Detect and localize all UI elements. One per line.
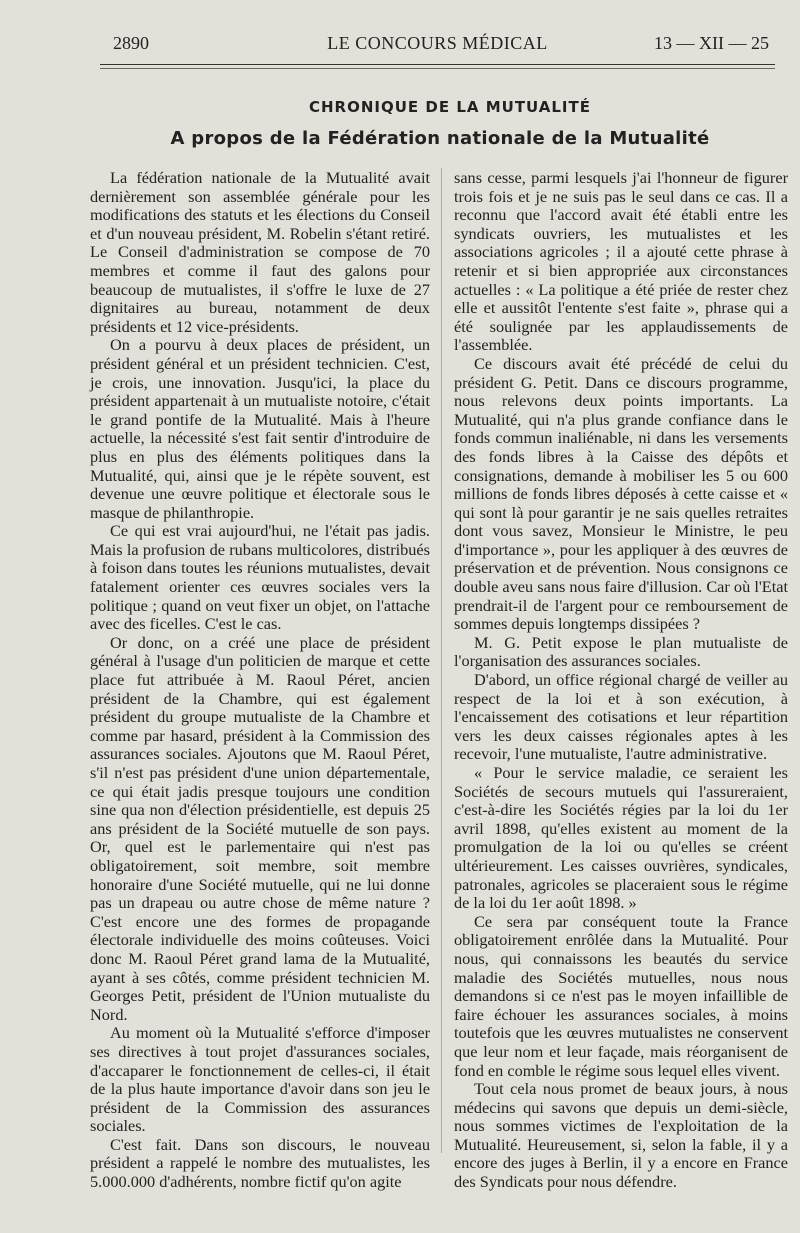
paragraph: La fédération nationale de la Mutualité avait dernièrement son assemblée générale pour les modifications des statuts et les élections du Conseil et d'un nouveau président, M. Robelin s'étant retiré. Le Conseil d'administration se compose de 70 membres et comme il faut des galons pour beaucoup de mutualistes, il s'offre le luxe de 27 dignitaires au bureau, notamment de deux présidents et 12 vice-présidents. [90, 168, 430, 336]
header-rule-thin [100, 68, 775, 69]
paragraph: On a pourvu à deux places de président, un président général et un président technicien. C'est, je crois, une innovation. Jusqu'ici, la place du président appartenait à un mutualiste notoire, c'était le grand pontife de la Mutualité. Mais à l'heure actuelle, la nécessité s'est fait sentir d'introduire de plus en plus des éléments politiques dans la Mutualité, qui, ainsi que je le répète souvent, est devenue une œuvre politique et électorale sous le masque de philanthropie. [90, 335, 430, 522]
page-number: 2890 [113, 33, 149, 53]
paragraph: Ce sera par conséquent toute la France obligatoirement enrôlée dans la Mutualité. Pour nous, qui connaissons les beautés du service maladie des Sociétés mutuelles, nous nous demandons si ce n'est pas le moyen infaillible de faire échouer les assurances sociales, à moins toutefois que les œuvres mutualistes ne conservent que leur nom et leur façade, mais réorganisent de fond en comble le régime sous lequel elles vivent. [454, 911, 788, 1080]
paragraph: M. G. Petit expose le plan mutualiste de l'organisation des assurances sociales. [454, 632, 788, 671]
section-rubric: CHRONIQUE DE LA MUTUALITÉ [309, 98, 591, 116]
paragraph: D'abord, un office régional chargé de veiller au respect de la loi et à son exécution, à l'encaissement des cotisations et leur répartition vers les deux caisses régionales aptes à les recevoir, l'une mutualiste, l'autre administrative. [454, 670, 788, 764]
paragraph: « Pour le service maladie, ce seraient les Sociétés de secours mutuels qui l'assureraient, c'est-à-dire les Sociétés régies par la loi du 1er avril 1898, qu'elles existent au moment de la promulgation de la loi ou qu'elles se créent ultérieurement. Les caisses ouvrières, syndicales, patronales, agricoles se placeraient sous le régime de la loi du 1er août 1898. » [454, 763, 788, 913]
paragraph: Ce qui est vrai aujourd'hui, ne l'était pas jadis. Mais la profusion de rubans multicolores, distribués à foison dans toutes les réunions mutualistes, devait fatalement orienter ces œuvres sociales vers la politique ; quand on veut fixer un objet, on l'attache avec des ficelles. C'est le cas. [90, 521, 430, 634]
paragraph: Or donc, on a créé une place de président général à l'usage d'un politicien de marque et cette place fut attribuée à M. Raoul Péret, ancien président de la Chambre, qui est également président du groupe mutualiste de la Chambre et comme par hasard, président à la Commission des assurances sociales. Ajoutons que M. Raoul Péret, s'il n'est pas président d'une union départementale, ce qui était jadis presque toujours une condition sine qua non d'élection présidentielle, est depuis 25 ans président de la Société mutuelle de son pays. Or, quel est le parlementaire qui n'est pas obligatoirement, soit membre, soit membre honoraire d'une Société mutuelle, qui ne lui donne pas un drapeau ou autre chose de même nature ? C'est encore une des formes de propagande électorale individuelle des moins coûteuses. Voici donc M. Raoul Péret grand lama de la Mutualité, ayant à ses côtés, comme président technicien M. Georges Petit, président de l'Union mutualiste du Nord. [90, 632, 430, 1024]
paragraph: sans cesse, parmi lesquels j'ai l'honneur de figurer trois fois et je ne suis pas le seul dans ce cas. Il a reconnu que l'accord avait été établi entre les syndicats ouvriers, les mutualistes et les associations agricoles ; il a ajouté cette phrase à retenir et si bien appropriée aux circonstances actuelles : « La politique a été priée de rester chez elle et aussitôt l'entente s'est faite », phrase qui a été soulignée par les applaudissements de l'assemblée. [454, 168, 788, 355]
header-rule [100, 64, 775, 65]
paragraph: Au moment où la Mutualité s'efforce d'imposer ses directives à tout projet d'assurances sociales, d'accaparer le fonctionnement de celles-ci, il était de la plus haute importance d'avoir dans son jeu le président de la Commission des assurances sociales. [90, 1023, 430, 1136]
left-column [90, 169, 430, 1192]
article-title: A propos de la Fédération nationale de la Mutualité [170, 128, 710, 149]
paragraph: C'est fait. Dans son discours, le nouveau président a rappelé le nombre des mutualistes, les 5.000.000 d'adhérents, nombre fictif qu'on agite [90, 1134, 430, 1192]
right-column [454, 169, 788, 1192]
issue-date: 13 — XII — 25 [654, 33, 769, 53]
column-divider [441, 168, 442, 1153]
journal-title: LE CONCOURS MÉDICAL [327, 33, 548, 53]
paragraph: Ce discours avait été précédé de celui du président G. Petit. Dans ce discours programme, nous relevons deux points importants. La Mutualité, qui n'a plus grande confiance dans le fonds commun inaliénable, ni dans les versements des fonds libres à la Caisse des dépôts et consignations, demande à mobiliser les 5 ou 600 millions de fonds libres déposés à cette caisse et « qui sont là pour garantir je ne sais quelles retraites dont vous savez, Monsieur le Ministre, le peu d'importance », pour les appliquer à des œuvres de préservation et de prévention. Nous consignons ce double aveu sans nous faire d'illusion. Car où l'Etat prendrait-il de l'argent pour ce remboursement de sommes depuis longtemps dissipées ? [454, 353, 788, 634]
paragraph: Tout cela nous promet de beaux jours, à nous médecins qui savons que depuis un demi-siècle, nous sommes victimes de l'exploitation de la Mutualité. Heureusement, si, selon la fable, il y a encore des juges à Berlin, il y a encore en France des Syndicats pour nous défendre. [454, 1079, 788, 1192]
page-header [100, 33, 775, 59]
